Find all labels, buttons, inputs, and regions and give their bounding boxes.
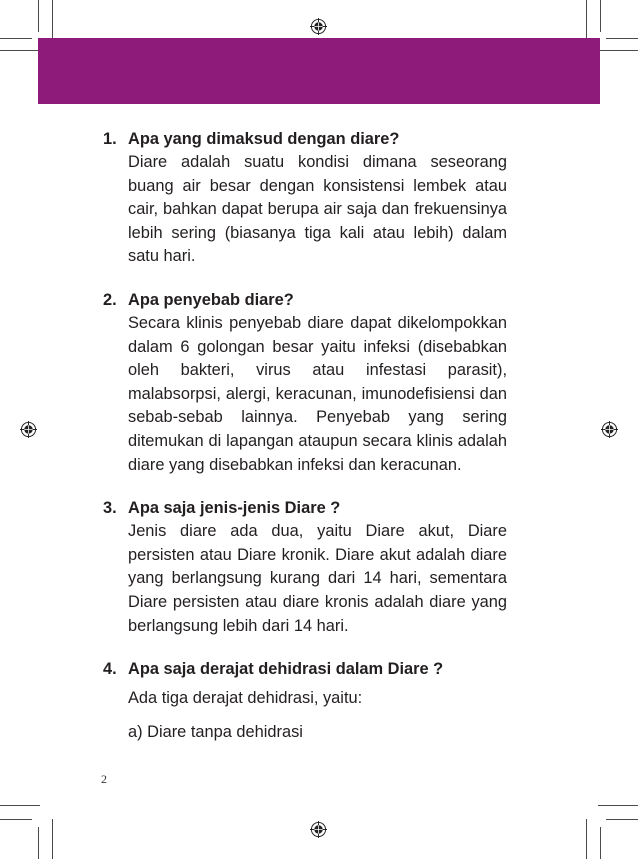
question-title: Apa yang dimaksud dengan diare?: [128, 130, 400, 148]
answer-text: [128, 151, 507, 269]
faq-item: [103, 658, 507, 744]
faq-item: [103, 289, 507, 477]
question-title: Apa saja jenis-jenis Diare ?: [128, 499, 341, 518]
answer-paragraph: Ada tiga derajat dehidrasi, yaitu:: [128, 689, 363, 708]
registration-mark-icon: [20, 421, 37, 438]
question-number: 4.: [103, 660, 117, 679]
crop-mark: [0, 819, 32, 820]
answer-text: [128, 312, 507, 477]
crop-mark: [52, 0, 53, 40]
crop-mark: [598, 50, 638, 51]
crop-mark: [586, 819, 587, 859]
crop-mark: [600, 0, 601, 32]
question-number: 1.: [103, 130, 117, 148]
faq-content: [103, 128, 507, 764]
crop-mark: [0, 50, 40, 51]
registration-mark-icon: [310, 821, 327, 838]
crop-mark: [52, 819, 53, 859]
question-title: Apa saja derajat dehidrasi dalam Diare ?: [128, 660, 444, 679]
answer-text: [128, 520, 507, 638]
crop-mark: [0, 805, 40, 806]
registration-mark-icon: [601, 421, 618, 438]
question-heading: [103, 128, 507, 151]
crop-mark: [38, 0, 39, 32]
answer-list-item: a) Diare tanpa dehidrasi: [128, 722, 303, 741]
question-heading: [103, 289, 507, 312]
answer-paragraph: Jenis diare ada dua, yaitu Diare akut, Diare persisten atau Diare kronik. Diare akut adalah diare yang berlangsung kurang dari 14 hari, sementara Diare persisten atau diare kronis adalah diare yang berlangsung lebih dari 14 hari.: [128, 522, 507, 635]
crop-mark: [38, 827, 39, 859]
question-heading: [103, 658, 507, 681]
header-band: [38, 38, 600, 104]
faq-item: [103, 128, 507, 269]
question-title: Apa penyebab diare?: [128, 290, 294, 309]
registration-mark-icon: [310, 18, 327, 35]
answer-paragraph: Secara klinis penyebab diare dapat dikelompokkan dalam 6 golongan besar yaitu infeksi (disebabkan oleh bakteri, virus atau infestasi parasit), malabsorpsi, alergi, keracunan, imunodefisiensi dan sebab-sebab lainnya. Penyebab yang sering ditemukan di lapangan ataupun secara klinis adalah diare yang disebabkan infeksi dan keracunan.: [128, 313, 507, 474]
question-number: 2.: [103, 290, 117, 309]
question-number: 3.: [103, 499, 117, 518]
crop-mark: [600, 827, 601, 859]
crop-mark: [598, 805, 638, 806]
answer-text: [128, 687, 507, 744]
question-heading: [103, 497, 507, 520]
crop-mark: [586, 0, 587, 40]
crop-mark: [606, 38, 638, 39]
faq-item: [103, 497, 507, 638]
crop-mark: [606, 819, 638, 820]
page-number: 2: [101, 772, 107, 786]
crop-mark: [0, 38, 32, 39]
answer-paragraph: Diare adalah suatu kondisi dimana seseorang buang air besar dengan konsistensi lembek atau cair, bahkan dapat berupa air saja dan frekuensinya lebih sering (biasanya tiga kali atau lebih) dalam satu hari.: [128, 153, 507, 266]
